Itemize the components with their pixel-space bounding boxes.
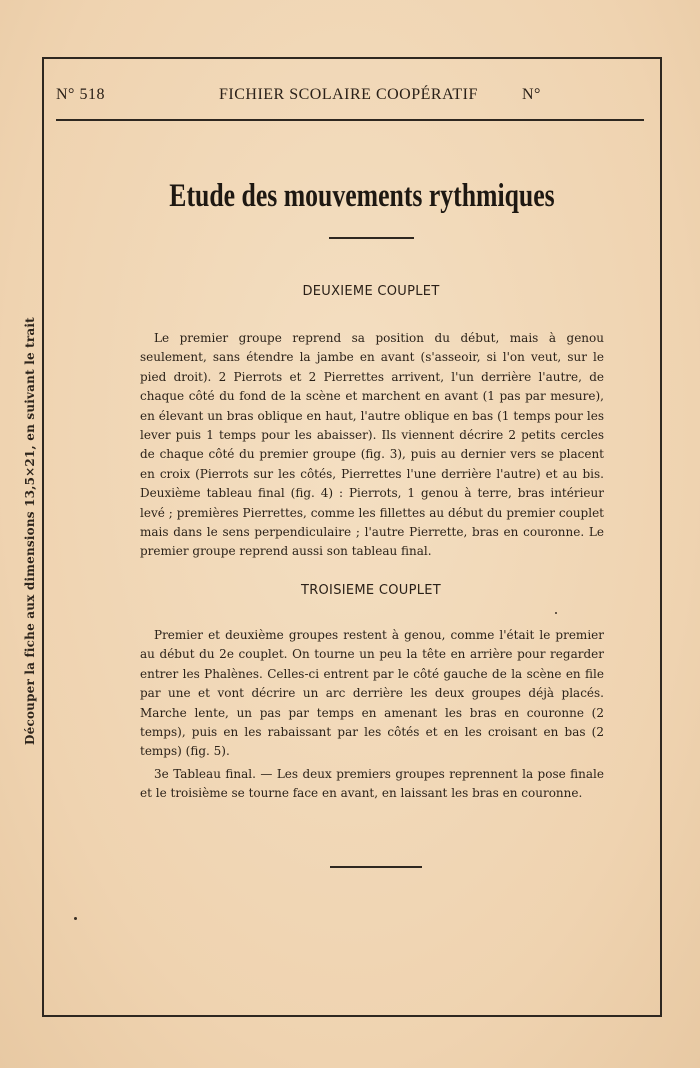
cutting-instruction: Découper la fiche aux dimensions 13,5×21, en suivant le trait xyxy=(23,317,37,745)
title-underline xyxy=(329,237,414,239)
page-header xyxy=(56,86,642,110)
paragraph-troisieme-couplet: Premier et deuxième groupes restent à genou, comme l'était le premier au début du 2e couplet. On tourne un peu la tête en arrière pour regarder entrer les Phalènes. Celles-ci entrent par le côté gauche de la scène en file par une et vont décrire un arc derrière les deux groupes déjà placés. Marche lente, un pas par temps en amenant les bras en couronne (2 temps), puis en les rabaissant par les côtés et en les croisant en bas (2 temps) (fig. 5). xyxy=(140,628,604,759)
paragraph-tableau-final: 3e Tableau final. — Les deux premiers groupes reprennent la pose finale et le troisième se tourne face en avant, en laissant les bras en couronne. xyxy=(140,767,604,801)
paragraph-deuxieme-couplet: Le premier groupe reprend sa position du début, mais à genou seulement, sans étendre la jambe en avant (s'asseoir, si l'on veut, sur le pied droit). 2 Pierrots et 2 Pierrettes arrivent, l'un derrière l'autre, de chaque côté du fond de la scène et marchent en avant (1 pas par mesure), en élevant un bras oblique en haut, l'autre oblique en bas (1 temps pour les lever puis 1 temps pour les abaisser). Ils viennent décrire 2 petits cercles de chaque côté du premier groupe (fig. 3), puis au dernier vers se placent en croix (Pierrots sur les côtés, Pierrettes l'une derrière l'autre) et au bis. Deuxième tableau final (fig. 4) : Pierrots, 1 genou à terre, bras intérieur levé ; premières Pierrettes, comme les fillettes au début du premier couplet mais dans le sens perpendiculaire ; l'autre Pierrette, bras en couronne. Le premier groupe reprend aussi son tableau final. xyxy=(140,331,604,559)
ink-speck xyxy=(74,917,77,920)
secondary-number: N° xyxy=(522,86,541,103)
sheet-number: N° 518 xyxy=(56,86,105,103)
header-title: FICHIER SCOLAIRE COOPÉRATIF xyxy=(219,86,478,103)
page-title: Etude des mouvements rythmiques xyxy=(169,178,555,214)
closing-divider xyxy=(330,866,422,868)
section-heading-deuxieme: DEUXIEME COUPLET xyxy=(302,284,440,299)
ink-speck xyxy=(555,612,557,614)
header-divider xyxy=(56,119,644,121)
section-heading-troisieme: TROISIEME COUPLET xyxy=(300,583,442,598)
